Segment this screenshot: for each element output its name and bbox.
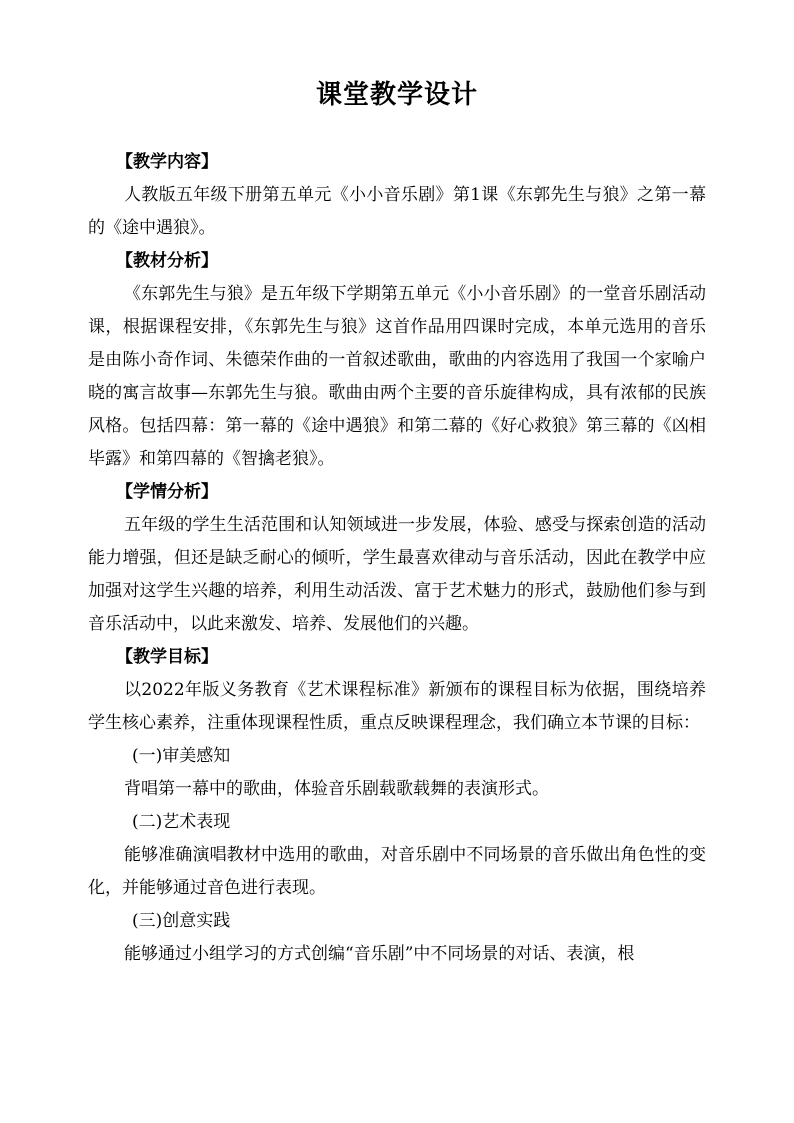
objective-creative-practice [88, 905, 706, 971]
section-paragraph: 五年级的学生生活范围和认知领域进一步发展，体验、感受与探索创造的活动能力增强，但还是缺乏耐心的倾听，学生最喜欢律动与音乐活动，因此在教学中应加强对这学生兴趣的培养，利用生动活泼、富于艺术魅力的形式，鼓励他们参与到音乐活动中，以此来激发、培养、发展他们的兴趣。 [88, 515, 706, 634]
objective-label: (一)审美感知 [132, 746, 231, 766]
objective-label: (二)艺术表现 [132, 812, 231, 832]
section-heading: 【教材分析】 [116, 251, 218, 271]
document-page [88, 70, 706, 971]
objective-artistic-expression [88, 806, 706, 905]
section-material-analysis [88, 245, 706, 476]
objective-aesthetic-perception [88, 740, 706, 806]
section-paragraph: 人教版五年级下册第五单元《小小音乐剧》第1课《东郭先生与狼》之第一幕的《途中遇狼》。 [88, 185, 706, 238]
objective-text: 能够通过小组学习的方式创编“音乐剧”中不同场景的对话、表演，根 [124, 944, 635, 964]
page-title: 课堂教学设计 [315, 80, 478, 110]
section-heading: 【教学目标】 [116, 647, 218, 667]
section-teaching-objectives [88, 641, 706, 971]
section-paragraph: 以2022年版义务教育《艺术课程标准》新颁布的课程目标为依据，围绕培养学生核心素养，注重体现课程性质，重点反映课程理念，我们确立本节课的目标： [88, 680, 706, 733]
objective-text: 能够准确演唱教材中选用的歌曲，对音乐剧中不同场景的音乐做出角色性的变化，并能够通过音色进行表现。 [88, 845, 706, 898]
section-paragraph: 《东郭先生与狼》是五年级下学期第五单元《小小音乐剧》的一堂音乐剧活动课，根据课程安排，《东郭先生与狼》这首作品用四课时完成，本单元选用的音乐是由陈小奇作词、朱德荣作曲的一首叙述歌曲，歌曲的内容选用了我国一个家喻户晓的寓言故事—东郭先生与狼。歌曲由两个主要的音乐旋律构成，具有浓郁的民族风格。包括四幕：第一幕的《途中遇狼》和第二幕的《好心救狼》第三幕的《凶相毕露》和第四幕的《智擒老狼》。 [88, 284, 706, 469]
section-teaching-content [88, 146, 706, 245]
objective-label: (三)创意实践 [132, 911, 231, 931]
section-heading: 【教学内容】 [116, 152, 218, 172]
objective-text: 背唱第一幕中的歌曲，体验音乐剧载歌载舞的表演形式。 [124, 779, 549, 799]
section-student-analysis [88, 476, 706, 641]
section-heading: 【学情分析】 [116, 482, 218, 502]
